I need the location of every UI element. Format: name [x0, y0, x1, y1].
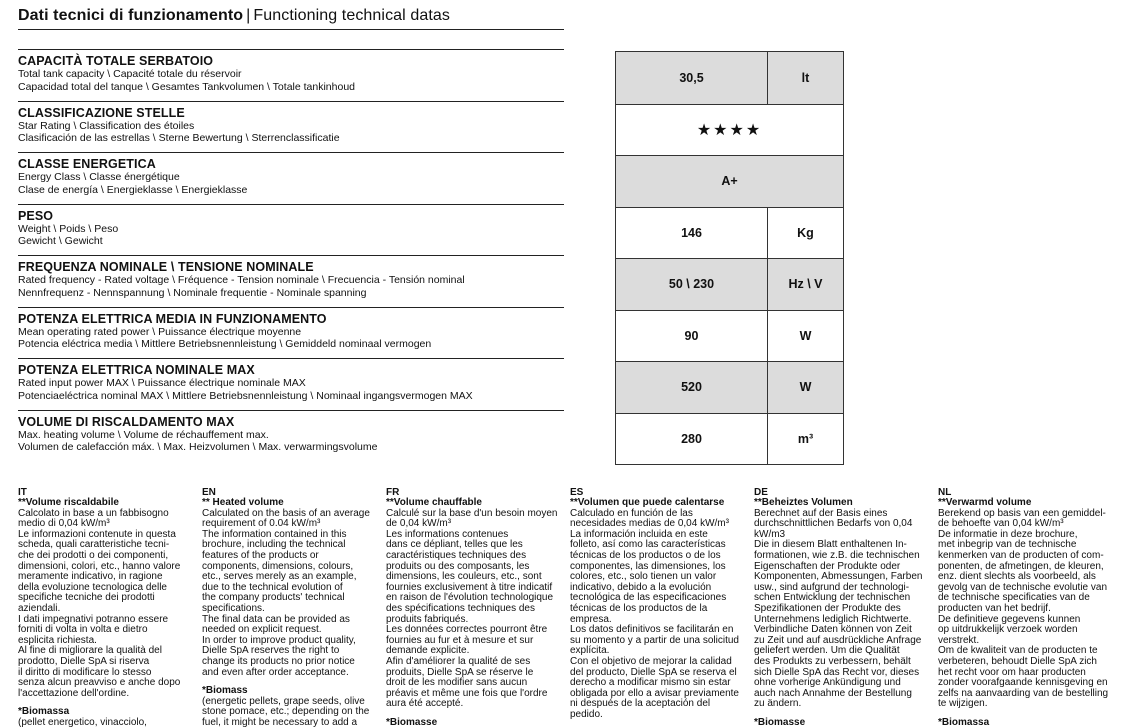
page-title-english: Functioning technical datas — [253, 7, 451, 24]
lang-body: Berekend op basis van een gemiddel- de behoefte van 0,04 kW/m³ De informatie in deze brochure, met inbegrip van de technische kenmerken van de producten of com- ponenten, de afmetingen, de kleuren, enz. dient slechts als voorbeeld, als gevolg van de technische evolutie van de technische specificaties van de producten van het bedrijf. De definitieve gegevens kunnen op uitdrukkelijk verzoek worden verstrekt. Om de kwaliteit van de producten te verbeteren, behoudt Dielle SpA zich het recht voor om haar producten zonder voorafgaande kennisgeving en zelfs na aanvaarding van de bestelling te wijzigen. — [938, 507, 1109, 710]
lang-note-heading: *Biomasse — [754, 716, 806, 727]
value-cell: 280 — [616, 414, 768, 465]
spec-translation: Mean operating rated power \ Puissance électrique moyenne — [18, 325, 302, 338]
title-divider — [18, 29, 564, 30]
lang-body: Calcolato in base a un fabbisogno medio di 0,04 kW/m³ Le informazioni contenute in questa scheda, quali caratteristiche tecni- che dei prodotti o dei componenti, dimensioni, colori, etc., hanno valore meramente indicativo, in ragione della evoluzione tecnologica delle specifiche tecniche dei prodotti aziendali. I dati impegnativi potranno essere forniti di volta in volta e dietro esplicita richiesta. Al fine di migliorare la qualità del prodotto, Dielle SpA si riserva il diritto di modificare lo stesso senza alcun preavviso e anche dopo l'accettazione dell'ordine. — [18, 507, 181, 699]
spec-translation: Clasificación de las estrellas \ Sterne Bewertung \ Sterrenclassificatie — [18, 132, 340, 144]
spec-translation: Potenciaeléctrica nominal MAX \ Mittlere Betriebsnennleistung \ Nominaal ingangsvermogen MAX — [18, 389, 473, 402]
spec-list — [18, 49, 564, 461]
spec-translation: Star Rating \ Classification des étoiles — [18, 119, 195, 132]
lang-heading: **Volume riscaldabile — [18, 497, 119, 508]
values-table — [615, 51, 844, 465]
spec-heading: POTENZA ELETTRICA MEDIA IN FUNZIONAMENTO — [18, 311, 327, 326]
lang-heading: **Beheiztes Volumen — [754, 497, 853, 508]
value-cell: 520 — [616, 362, 768, 413]
spec-translation: Max. heating volume \ Volume de réchauffement max. — [18, 428, 269, 441]
spec-translation: Rated input power MAX \ Puissance électrique nominale MAX — [18, 377, 306, 389]
value-row-heating-volume — [616, 413, 843, 465]
lang-heading: ** Heated volume — [202, 497, 284, 508]
spec-row-star-rating — [18, 101, 564, 153]
value-cell: 30,5 — [616, 52, 768, 104]
lang-body: Calculé sur la base d'un besoin moyen de 0,04 kW/m³ Les informations contenues dans ce dépliant, telles que les caractéristiques techniques des produits ou des composants, les dimensions, les couleurs, etc., sont fournies exclusivement à titre indicatif en raison de l'évolution technologique des spécifications techniques des produits fabriqués. Les données correctes pourront être fournies au fur et à mesure et sur demande explicite. Afin d'améliorer la qualité de ses produits, Dielle SpA se réserve le droit de les modifier sans aucun préavis et même une fois que l'ordre aura été accepté. — [386, 507, 558, 710]
spec-translation: Capacidad total del tanque \ Gesamtes Tankvolumen \ Totale tankinhoud — [18, 80, 355, 93]
spec-row-frequency-voltage — [18, 255, 564, 307]
value-row-weight — [616, 207, 843, 259]
unit-cell: m³ — [797, 431, 814, 446]
spec-translation: Energy Class \ Classe énergétique — [18, 171, 180, 183]
lang-code: FR — [386, 487, 400, 498]
spec-heading: PESO — [18, 208, 54, 223]
spec-translation: Gewicht \ Gewicht — [18, 235, 103, 247]
spec-heading: CLASSIFICAZIONE STELLE — [18, 105, 185, 120]
unit-cell: lt — [801, 70, 810, 85]
spec-row-max-power — [18, 358, 564, 410]
spec-heading: CLASSE ENERGETICA — [18, 157, 156, 171]
lang-column-nl — [938, 487, 1110, 727]
value-row-star-rating — [616, 104, 843, 156]
spec-heading: VOLUME DI RISCALDAMENTO MAX — [18, 414, 235, 429]
lang-column-it — [18, 487, 190, 727]
value-row-max-power — [616, 361, 843, 413]
unit-cell: W — [799, 328, 812, 343]
value-row-tank-capacity — [616, 52, 843, 104]
value-cell: A+ — [721, 174, 738, 189]
lang-body: Calculated on the basis of an average requirement of 0.04 kW/m³ The information contained in this brochure, including the technical features of the products or components, dimensions, colours, etc., serves merely as an example, due to the technical evolution of the company products' technical specifications. The final data can be provided as needed on explicit request. In order to improve product quality, Dielle SpA reserves the right to change its products no prior notice and even after order acceptance. — [202, 507, 370, 678]
value-row-mean-power — [616, 310, 843, 362]
lang-heading: **Verwarmd volume — [938, 497, 1032, 508]
spec-heading: CAPACITÀ TOTALE SERBATOIO — [18, 54, 214, 68]
lang-heading: **Volumen que puede calentarse — [570, 497, 725, 508]
value-row-energy-class — [616, 155, 843, 207]
value-cell: 50 \ 230 — [616, 259, 768, 310]
lang-note-body: (energetic pellets, grape seeds, olive stone pomace, etc.; depending on the fuel, it might be necessary to add a — [202, 695, 370, 727]
spec-row-weight — [18, 204, 564, 256]
spec-translation: Nennfrequenz - Nennspannung \ Nominale frequentie - Nominale spanning — [18, 286, 367, 299]
spec-row-heating-volume — [18, 410, 564, 462]
spec-heading: FREQUENZA NOMINALE \ TENSIONE NOMINALE — [18, 260, 314, 274]
language-notes — [18, 487, 1128, 727]
lang-column-fr — [386, 487, 558, 727]
spec-row-mean-power — [18, 307, 564, 359]
lang-code: NL — [938, 487, 952, 498]
lang-code: DE — [754, 487, 768, 498]
lang-code: ES — [570, 487, 584, 498]
star-rating-icon: ★★★★ — [696, 121, 763, 139]
lang-code: EN — [202, 487, 216, 498]
value-row-frequency-voltage — [616, 258, 843, 310]
unit-cell: Kg — [797, 225, 814, 240]
lang-body: Calculado en función de las necesidades medias de 0,04 kW/m³ La información incluida en este folleto, así como las características técnicas de los productos o de los componentes, las dimensiones, los colores, etc., solo tienen un valor indicativo, debido a la evolución tecnológica de las especificaciones técnicas de los productos de la empresa. Los datos definitivos se facilitarán en su momento y a partir de una solicitud explícita. Con el objetivo de mejorar la calidad del producto, Dielle SpA se reserva el derecho a modificar mismo sin estar obligada por ello a avisar previamente ni después de la aceptación del pedido. — [570, 507, 739, 720]
lang-body: Berechnet auf der Basis eines durchschnittlichen Bedarfs von 0,04 kW/m3 Die in diesem Blatt enthaltenen In- formationen, wie z.B. die technischen Eigenschaften der Produkte oder Komponenten, Abmessungen, Farben usw., sind aufgrund der technologi- schen Entwicklung der technischen Spezifikationen der Produkte des Unternehmens lediglich Richtwerte. Verbindliche Daten können von Zeit zu Zeit und auf ausdrückliche Anfrage geliefert werden. Um die Qualität des Produkts zu verbessern, behält sich Dielle SpA das Recht vor, dieses ohne vorherige Ankündigung und auch nach Annahme der Bestellung zu ändern. — [754, 507, 923, 710]
page-title-italian: Dati tecnici di funzionamento — [18, 7, 244, 24]
title-separator: | — [246, 7, 251, 24]
spec-translation: Clase de energía \ Energieklasse \ Energieklasse — [18, 183, 248, 196]
lang-note-heading: *Biomasse — [386, 716, 438, 727]
lang-column-de — [754, 487, 926, 727]
unit-cell: Hz \ V — [788, 277, 823, 292]
unit-cell: W — [799, 380, 812, 395]
spec-row-energy-class — [18, 152, 564, 204]
spec-translation: Weight \ Poids \ Peso — [18, 222, 119, 235]
spec-translation: Rated frequency - Rated voltage \ Fréquence - Tension nominale \ Frecuencia - Tensión nominal — [18, 274, 465, 286]
lang-column-en — [202, 487, 374, 727]
lang-heading: **Volume chauffable — [386, 497, 482, 508]
lang-note-heading: *Biomass — [202, 685, 248, 697]
lang-column-es — [570, 487, 742, 720]
lang-note-body: (pellet energetico, vinacciolo, — [18, 716, 147, 727]
lang-note-heading: *Biomassa — [18, 706, 70, 718]
spec-translation: Potencia eléctrica media \ Mittlere Betriebsnennleistung \ Gemiddeld nominaal vermogen — [18, 338, 432, 350]
spec-translation: Volumen de calefacción máx. \ Max. Heizvolumen \ Max. verwarmingsvolume — [18, 441, 378, 453]
value-cell: 146 — [616, 208, 768, 259]
spec-translation: Total tank capacity \ Capacité totale du réservoir — [18, 68, 242, 80]
lang-code: IT — [18, 487, 27, 498]
value-cell: 90 — [616, 311, 768, 362]
spec-row-tank-capacity — [18, 49, 564, 101]
page-title — [18, 7, 450, 25]
lang-note-heading: *Biomassa — [938, 716, 990, 727]
spec-heading: POTENZA ELETTRICA NOMINALE MAX — [18, 363, 255, 377]
